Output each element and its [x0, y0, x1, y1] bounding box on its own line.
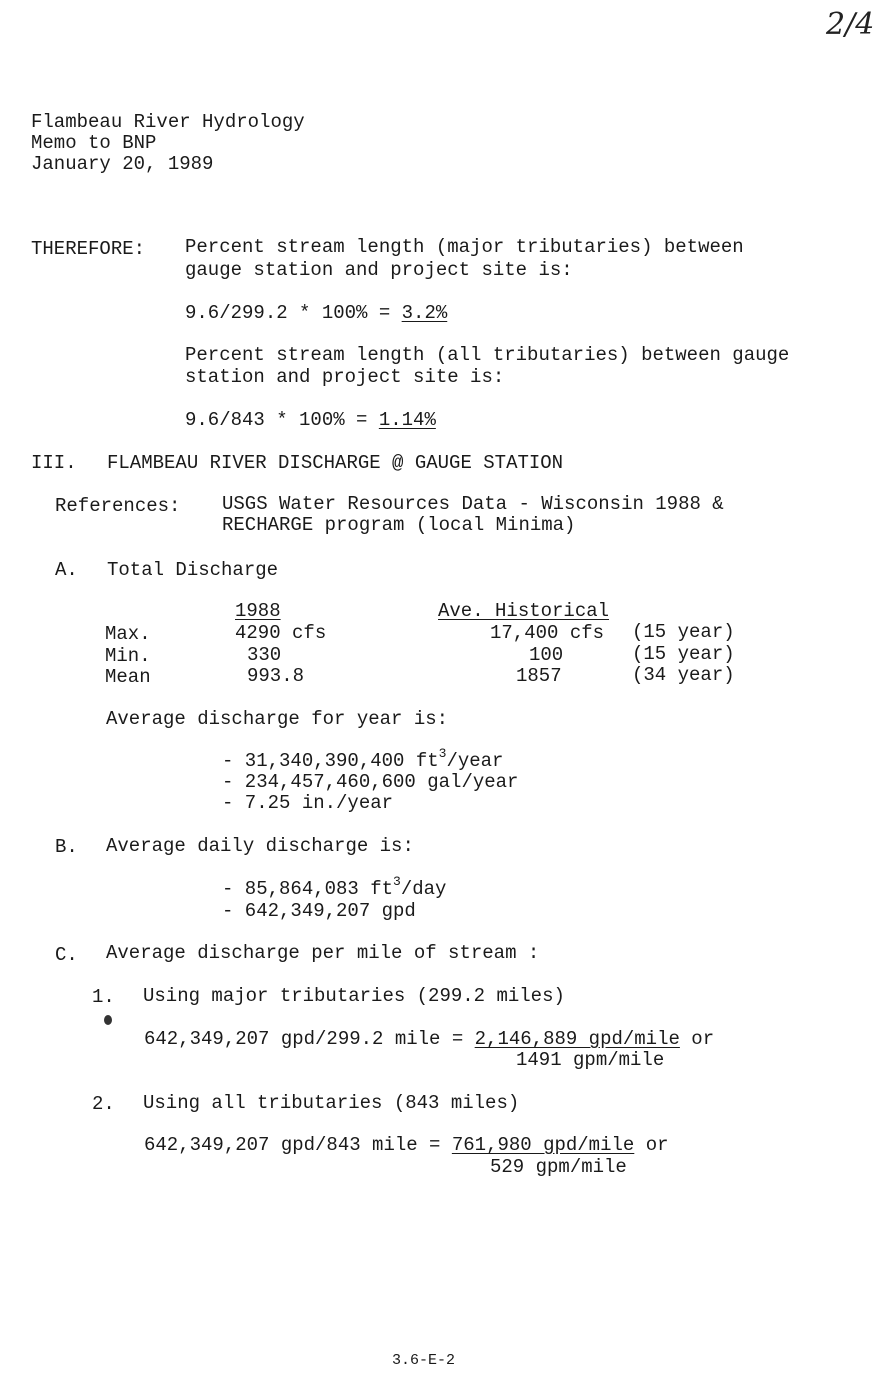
- memo-title: Flambeau River Hydrology: [31, 111, 305, 133]
- calculation-1-result: 3.2%: [401, 302, 448, 324]
- section-3-number: III.: [31, 452, 77, 474]
- references-line-2: RECHARGE program (local Minima): [222, 514, 576, 536]
- superscript-3: 3: [438, 746, 447, 761]
- section-b-letter: B.: [55, 836, 78, 858]
- therefore-paragraph-2-line-2: station and project site is:: [185, 366, 505, 388]
- calculation-2-expression: 9.6/843 * 100% =: [185, 409, 379, 431]
- calculation-1-expression: 9.6/299.2 * 100% =: [185, 302, 402, 324]
- subsection-2-calculation: [144, 1135, 669, 1156]
- annual-discharge-cubic-feet: [222, 746, 504, 772]
- references-label: References:: [55, 495, 181, 517]
- table-row-min-period: (15 year): [632, 643, 735, 665]
- ink-speck: [104, 1015, 112, 1025]
- table-row-max-period: (15 year): [632, 621, 735, 643]
- subsection-2-result: 761,980 gpd/mile: [451, 1134, 635, 1156]
- section-c-letter: C.: [55, 944, 78, 966]
- subsection-2-expression: 642,349,207 gpd/843 mile =: [144, 1134, 452, 1156]
- subsection-1-result-gpm: 1491 gpm/mile: [516, 1049, 665, 1071]
- table-row-mean-1988: 993.8: [247, 665, 305, 687]
- table-row-min-historical: 100: [529, 644, 564, 666]
- section-a-title: Total Discharge: [107, 559, 279, 581]
- calculation-2-result: 1.14%: [378, 409, 436, 431]
- table-row-max-1988: 4290 cfs: [235, 622, 327, 644]
- therefore-label: THEREFORE:: [31, 238, 146, 260]
- superscript-3: 3: [393, 874, 401, 889]
- therefore-paragraph-1-line-1: Percent stream length (major tributaries) between: [185, 236, 744, 258]
- table-row-mean-historical: 1857: [516, 665, 562, 687]
- subsection-1-number: 1.: [92, 986, 115, 1008]
- subsection-1-or: or: [679, 1028, 715, 1050]
- table-row-min-1988: 330: [247, 644, 282, 666]
- annual-discharge-gallons: - 234,457,460,600 gal/year: [222, 771, 519, 793]
- average-discharge-label: Average discharge for year is:: [106, 708, 449, 730]
- daily-discharge-cubic-feet-unit: /day: [400, 878, 447, 900]
- table-row-max-label: Max.: [105, 623, 151, 645]
- annual-discharge-cubic-feet-unit: /year: [446, 750, 504, 772]
- table-row-mean-period: (34 year): [632, 664, 735, 686]
- section-a-letter: A.: [55, 559, 78, 581]
- section-3-title: FLAMBEAU RIVER DISCHARGE @ GAUGE STATION: [107, 452, 564, 474]
- calculation-1: [185, 303, 447, 324]
- subsection-1-expression: 642,349,207 gpd/299.2 mile =: [144, 1028, 475, 1050]
- section-b-title: Average daily discharge is:: [106, 835, 414, 857]
- table-row-mean-label: Mean: [105, 666, 151, 688]
- daily-discharge-cubic-feet-value: - 85,864,083 ft: [222, 878, 394, 900]
- therefore-paragraph-1-line-2: gauge station and project site is:: [185, 259, 573, 281]
- memo-recipient: Memo to BNP: [31, 132, 157, 154]
- subsection-1-result: 2,146,889 gpd/mile: [474, 1028, 680, 1050]
- annual-discharge-cubic-feet-value: - 31,340,390,400 ft: [222, 750, 439, 772]
- references-line-1: USGS Water Resources Data - Wisconsin 1988 &: [222, 493, 724, 515]
- subsection-1-title: Using major tributaries (299.2 miles): [143, 985, 565, 1007]
- table-header-historical: Ave. Historical: [438, 600, 610, 622]
- handwritten-page-number: 2/4: [826, 7, 875, 42]
- subsection-1-calculation: [144, 1029, 714, 1050]
- subsection-2-or: or: [634, 1134, 669, 1156]
- therefore-paragraph-2-line-1: Percent stream length (all tributaries) between gauge: [185, 344, 790, 366]
- subsection-2-number: 2.: [92, 1093, 115, 1115]
- daily-discharge-cubic-feet: [222, 874, 447, 900]
- subsection-2-title: Using all tributaries (843 miles): [143, 1092, 520, 1114]
- subsection-2-result-gpm: 529 gpm/mile: [490, 1156, 627, 1178]
- memo-date: January 20, 1989: [31, 153, 214, 175]
- table-header-1988: 1988: [235, 600, 281, 622]
- table-row-max-historical: 17,400 cfs: [490, 622, 605, 644]
- annual-discharge-inches: - 7.25 in./year: [222, 792, 394, 814]
- table-row-min-label: Min.: [105, 645, 151, 667]
- page-code: 3.6-E-2: [392, 1352, 456, 1369]
- calculation-2: [185, 410, 436, 431]
- section-c-title: Average discharge per mile of stream :: [106, 942, 540, 964]
- daily-discharge-gpd: - 642,349,207 gpd: [222, 900, 416, 922]
